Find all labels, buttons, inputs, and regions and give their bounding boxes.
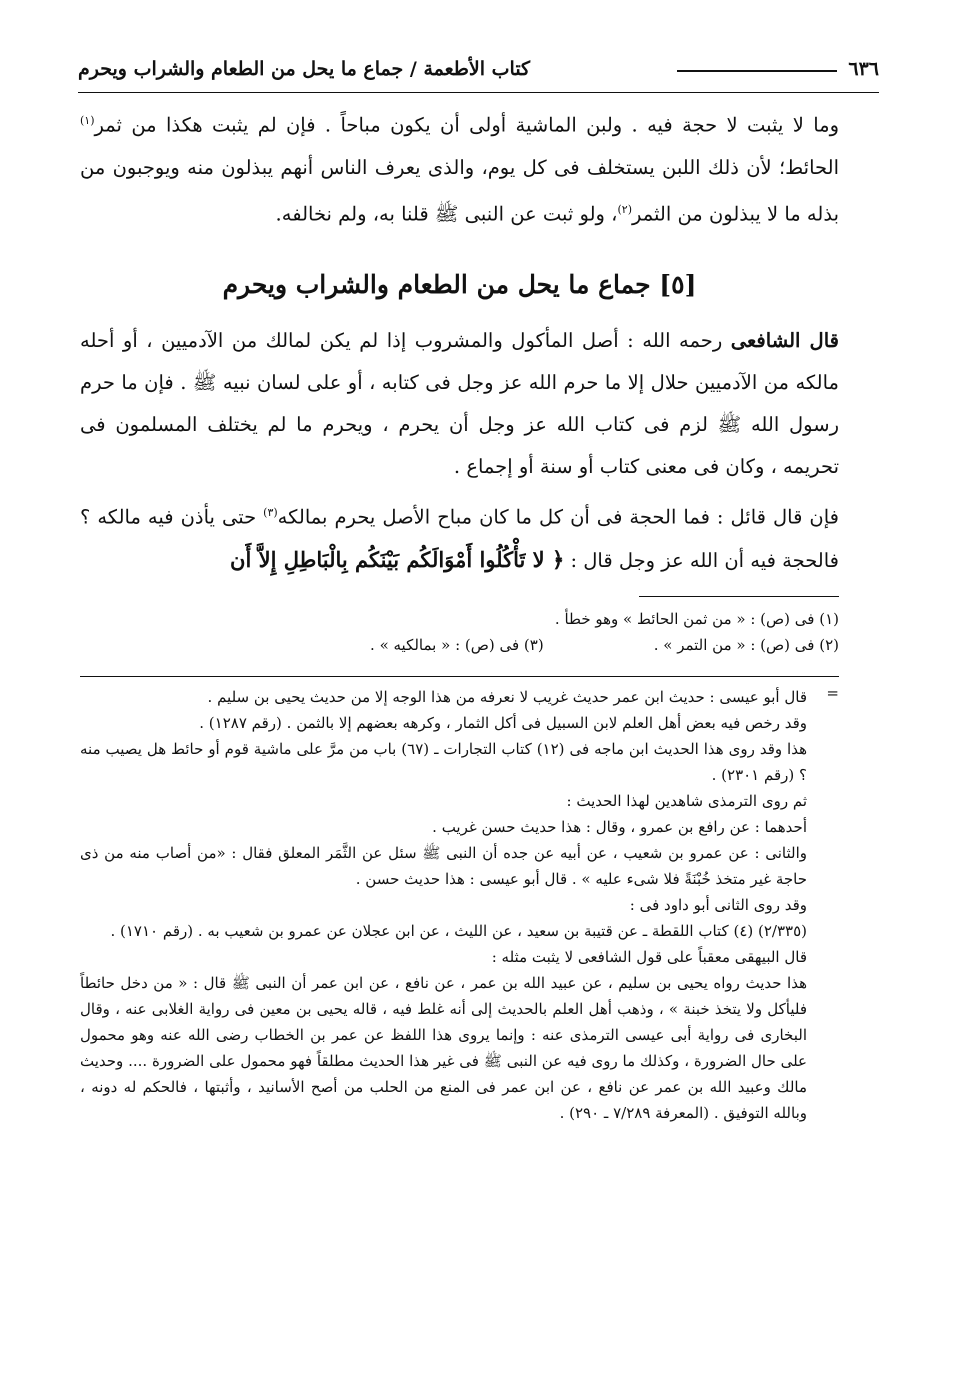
continuation-mark: =: [826, 684, 839, 702]
speaker-name: قال الشافعى: [730, 329, 839, 352]
header-rule: [677, 70, 837, 72]
footnote-separator: [639, 596, 839, 597]
running-header: [78, 56, 879, 88]
paragraph-3: [80, 492, 839, 582]
note-line: أحدهما : عن رافع بن عمرو ، وقال : هذا حديث حسن غريب .: [432, 818, 807, 836]
note-line: ثم روى الترمذى شاهدين لهذا الحديث :: [566, 792, 807, 810]
section-title: [٥] جماع ما يحل من الطعام والشراب ويحرم: [222, 270, 697, 299]
note-line: وقد رخص فيه بعض أهل العلم لابن السبيل فى أكل الثمار ، وكرهه بعضهم إلا بالثمن . (رقم ١٢٨٧) .: [199, 714, 807, 732]
note-line: وقد روى الثانى أبو داود فى :: [629, 896, 807, 914]
note-line: والثانى : عن عمرو بن شعيب ، عن أبيه عن جده أن النبى ﷺ سئل عن الثَّمَر المعلق فقال : «من أصاب منه من ذى حاجة غير متخذ خُبْنَةً فلا شىء عليه » . قال أبو عيسى : هذا حديث حسن .: [80, 844, 807, 888]
footnote-3: (٣) فى (ص) : « بمالكيه » .: [370, 636, 544, 654]
footnote-ref-1[interactable]: (١): [80, 114, 95, 127]
footnote-row: [80, 632, 839, 658]
header-underline: [78, 92, 879, 93]
note-line: (٢/٣٣٥) (٤) كتاب اللقطة ـ عن قتيبة بن سعيد ، عن الليث ، عن ابن عجلان عن عمرو بن شعيب به . (رقم ١٧١٠) .: [110, 922, 807, 940]
footnotes: [80, 606, 839, 658]
paragraph-3-text-b: حتى يأذن فيه مالكه ؟ فالحجة فيه أن الله عز وجل قال :: [80, 505, 839, 572]
paragraph-1-text: وما لا يثبت لا حجة فيه . ولبن الماشية أولى أن يكون مباحاً . فإن لم يثبت هكذا من ثمر: [94, 113, 839, 137]
note-line: هذا وقد روى هذا الحديث ابن ماجه فى (١٢) كتاب التجارات ـ (٦٧) باب من مرَّ على ماشية قوم أو حائط هل يصيب منه ؟ (رقم ٢٣٠١) .: [80, 740, 807, 784]
paragraph-3-text: فإن قال قائل : فما الحجة فى أن كل ما كان مباح الأصل يحرم بمالكه: [277, 505, 839, 529]
paragraph-2-text: رحمه الله : أصل المأكول والمشروب إذا لم يكن لمالك من الآدميين ، أو أحله مالكه من الآدميين حلال إلا ما حرم الله عز وجل فى كتابه ، أو على لسان نبيه ﷺ . فإن ما حرم رسول الله ﷺ لزم فى كتاب الله عز وجل أن يحرم ، ويحرم ما لم يختلف المسلمون فى تحريمه ، وكان فى معنى كتاب أو سنة أو إجماع .: [80, 329, 839, 478]
note-line: هذا حديث رواه يحيى بن سليم ، عن عبيد الله بن عمر ، عن نافع ، عن ابن عمر أن النبى ﷺ قال : « من دخل حائطاً فليأكل ولا يتخذ خبنة » ، وذهب أهل العلم بالحديث إلى أنه غلط فيه ، قاله يحيى بن معين فى رواية الغلابى عنه ، وقال البخارى فى رواية أبى عيسى الترمذى عنه : وإنما يروى هذا اللفظ عن عمر بن الخطاب رضى الله عنه وهو محمول على حال الضرورة ، وكذلك ما روى فيه عن النبى ﷺ فى غير هذا الحديث مطلقاً فهو محمول على الضرورة .... وحديث مالك وعبيد الله بن عمر عن نافع ، عن ابن عمر فى المنع من الحلب من أصح الأسانيد ، وأثبتها ، فالحكم له دونه ، وبالله التوفيق . (المعرفة ٧/٢٨٩ ـ ٢٩٠) .: [80, 974, 807, 1122]
paragraph-1-text-b: الحائط؛ لأن ذلك اللبن يستخلف فى كل يوم، والذى يعرف الناس أنهم يبذلون منه ويوجبون من بذله ما لا يبذلون من الثمر: [80, 155, 839, 225]
header-title: كتاب الأطعمة / جماع ما يحل من الطعام والشراب ويحرم: [78, 58, 531, 80]
note-line: قال أبو عيسى : حديث ابن عمر حديث غريب لا نعرفه من هذا الوجه إلا من حديث يحيى بن سليم .: [207, 688, 807, 706]
paragraph-2: [80, 320, 839, 488]
footnote-ref-3[interactable]: (٣): [263, 506, 278, 519]
continued-notes: [80, 684, 807, 1126]
paragraph-1-text-c: ، ولو ثبت عن النبى ﷺ قلنا به، ولم نخالفه.: [275, 202, 618, 225]
paragraph-1: [80, 100, 839, 235]
footnote-2: (٢) فى (ص) : « من التمر » .: [653, 636, 839, 654]
footnote-1: (١) فى (ص) : « من ثمن الحائط » وهو خطأ .: [554, 610, 839, 628]
footnote-ref-2[interactable]: (٢): [617, 202, 632, 216]
continued-notes-separator: [80, 676, 839, 677]
note-line: قال البيهقى معقباً على قول الشافعى لا يثبت مثله :: [491, 948, 807, 966]
page-number: ٦٣٦: [848, 58, 879, 80]
quran-verse: ﴿ لا تَأْكُلُوا أَمْوَالَكُم بَيْنَكُم بِالْبَاطِلِ إِلاَّ أَن: [230, 546, 565, 572]
